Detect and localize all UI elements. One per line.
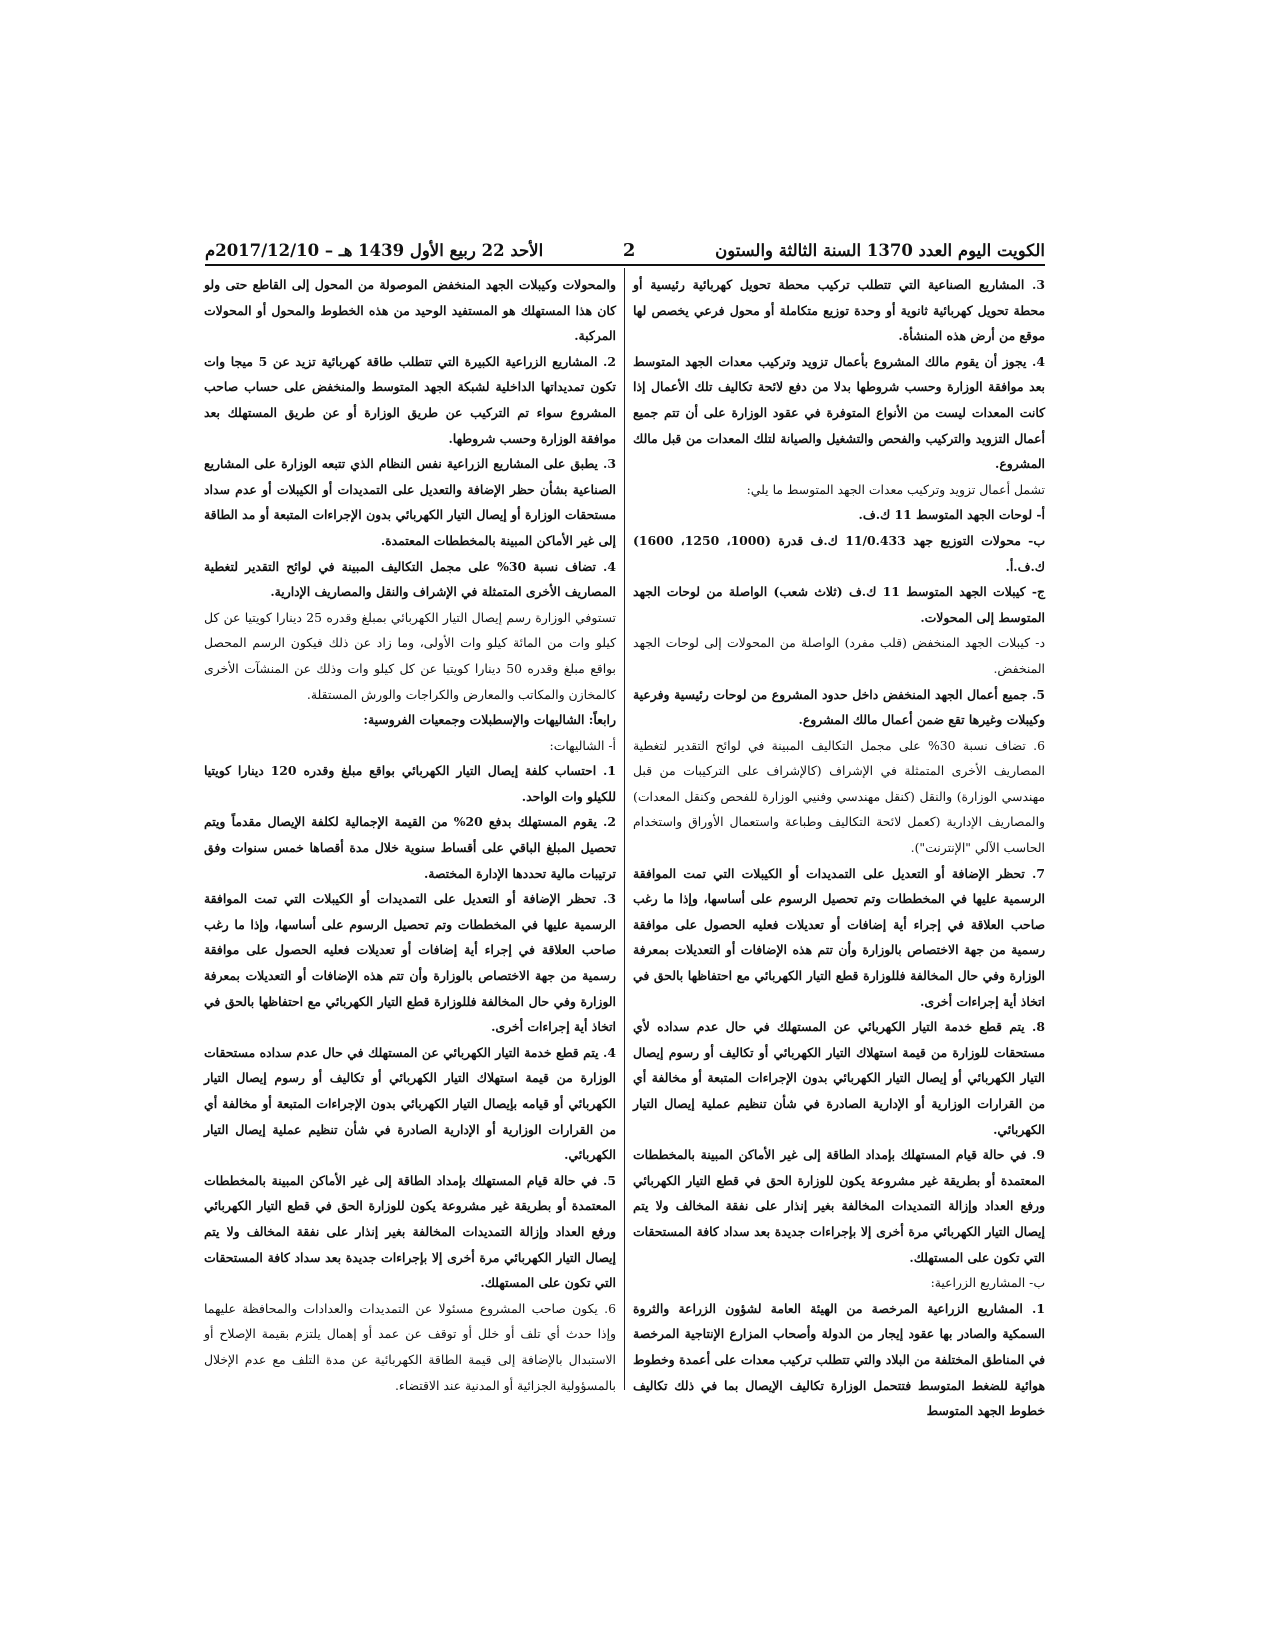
paragraph: 9. في حالة قيام المستهلك بإمداد الطاقة إلى غير الأماكن المبينة بالمخططات المعتمدة أو بطريقة غير مشروعة يكون للوزارة الحق في قطع التيار الكهربائي ورفع العداد وإزالة التمديدات المخالفة بغير إنذار على نفقة المخالف ولا يتم إيصال التيار الكهربائي مرة أخرى إلا بإجراءات جديدة بعد سداد كافة المستحقات التي تكون على المستهلك.	[633, 1147, 1045, 1265]
section-heading: ب- المشاريع الزراعية:	[930, 1275, 1045, 1291]
paragraph: 4. يجوز أن يقوم مالك المشروع بأعمال تزويد وتركيب معدات الجهد المتوسط بعد موافقة الوزارة وحسب شروطها بدلا من دفع لائحة تكاليف تلك الأعمال إذا كانت المعدات ليست من الأنواع المتوفرة في عقود الوزارة على أن تتم جميع أعمال التزويد والتركيب والفحص والتشغيل والصيانة لتلك المعدات من قبل مالك المشروع.	[633, 353, 1045, 472]
subsection-heading: أ- الشاليهات:	[549, 737, 616, 753]
header-issue-info: الكويت اليوم العدد 1370 السنة الثالثة والستون	[715, 240, 1045, 260]
paragraph: 3. يطبق على المشاريع الزراعية نفس النظام الذي تتبعه الوزارة على المشاريع الصناعية بشأن حظر الإضافة والتعديل على التمديدات أو الكيبلات أو عدم سداد مستحقات الوزارة أو إيصال التيار الكهربائي بدون الإجراءات المتبعة أو مد الطاقة إلى غير الأماكن المبينة بالمخططات المعتمدة.	[204, 456, 616, 548]
right-column	[633, 272, 1045, 1424]
paragraph: والمحولات وكيبلات الجهد المنخفض الموصولة من المحول إلى القاطع حتى ولو كان هذا المستهلك هو المستفيد الوحيد من هذه الخطوط والمحول أو المحولات المركبة.	[204, 277, 616, 344]
paragraph: 4. يتم قطع خدمة التيار الكهربائي عن المستهلك في حال عدم سداده مستحقات الوزارة من قيمة استهلاك التيار الكهربائي أو تكاليف أو رسوم إيصال التيار الكهربائي أو قيامه بإيصال التيار الكهربائي بدون الإجراءات المتبعة أو مخالفة أي من القرارات الوزارية أو الإدارية الصادرة في شأن تنظيم عملية إيصال التيار الكهربائي.	[204, 1044, 616, 1163]
paragraph: 1. احتساب كلفة إيصال التيار الكهربائي بواقع مبلغ وقدره 120 دينارا كويتيا للكيلو وات الواحد.	[204, 763, 616, 804]
paragraph: 3. المشاريع الصناعية التي تتطلب تركيب محطة تحويل كهربائية رئيسية أو محطة تحويل كهربائية ثانوية أو وحدة توزيع متكاملة أو محول فرعي يخصص لها موقع من أرض هذه المنشأة.	[633, 277, 1045, 344]
column-divider	[624, 268, 625, 1390]
paragraph: 4. تضاف نسبة 30% على مجمل التكاليف المبينة في لوائح التقدير لتغطية المصاريف الأخرى المتمثلة في الإشراف والنقل والمصاريف الإدارية.	[204, 558, 616, 600]
paragraph: 2. يقوم المستهلك بدفع 20% من القيمة الإجمالية لكلفة الإيصال مقدماً ويتم تحصيل المبلغ الباقي على أقساط سنوية خلال مدة أقصاها خمس سنوات وفق ترتيبات مالية تحددها الإدارة المختصة.	[204, 814, 616, 881]
paragraph: 6. يكون صاحب المشروع مسئولا عن التمديدات والعدادات والمحافظة عليهما وإذا حدث أي تلف أو خلل أو توقف عن عمد أو إهمال يلتزم بقيمة الإصلاح أو الاستبدال بالإضافة إلى قيمة الطاقة الكهربائية عن مدة التلف مع عدم الإخلال بالمسؤولية الجزائية أو المدنية عند الاقتضاء.	[204, 1300, 616, 1393]
list-item: ب- محولات التوزيع جهد 11/0.433 ك.ف قدرة (1000، 1250، 1600) ك.ف.أ.	[633, 532, 1045, 574]
list-item: أ- لوحات الجهد المتوسط 11 ك.ف.	[858, 507, 1045, 523]
page-number: 2	[622, 239, 636, 261]
header-date: الأحد 22 ربيع الأول 1439 هـ – 2017/12/10م	[205, 240, 544, 260]
paragraph: 2. المشاريع الزراعية الكبيرة التي تتطلب طاقة كهربائية تزيد عن 5 ميجا وات تكون تمديداتها الداخلية لشبكة الجهد المتوسط والمنخفض على حساب صاحب المشروع سواء تم التركيب عن طريق الوزارة أو عن طريق المستهلك بعد موافقة الوزارة وحسب شروطها.	[204, 353, 617, 446]
paragraph: 6. تضاف نسبة 30% على مجمل التكاليف المبينة في لوائح التقدير لتغطية المصاريف الأخرى المتمثلة في الإشراف (كالإشراف على التركيبات من قبل مهندسي الوزارة) والنقل (كنقل مهندسي وفنيي الوزارة للفحص وكنقل المعدات) والمصاريف الإدارية (كعمل لائحة التكاليف وطباعة واستعمال الأوراق واستخدام الحاسب الآلي "الإنترنت").	[633, 737, 1046, 856]
list-item: د- كيبلات الجهد المنخفض (قلب مفرد) الواصلة من المحولات إلى لوحات الجهد المنخفض.	[633, 635, 1045, 676]
paragraph: 8. يتم قطع خدمة التيار الكهربائي عن المستهلك في حال عدم سداده لأي مستحقات للوزارة من قيمة استهلاك التيار الكهربائي أو تكاليف أو رسوم إيصال التيار الكهربائي أو إيصال التيار الكهربائي بدون الإجراءات المتبعة أو مخالفة أي من القرارات الوزارية أو الإدارية الصادرة في شأن تنظيم عملية إيصال التيار الكهربائي.	[633, 1019, 1045, 1137]
paragraph: تشمل أعمال تزويد وتركيب معدات الجهد المتوسط ما يلي:	[746, 481, 1045, 497]
paragraph: 7. تحظر الإضافة أو التعديل على التمديدات أو الكيبلات التي تمت الموافقة الرسمية عليها في المخططات وتم تحصيل الرسوم على أساسها، وإذا ما رغب صاحب العلاقة في إجراء أية إضافات أو تعديلات فعليه الحصول على موافقة رسمية من جهة الاختصاص بالوزارة وأن تتم هذه الإضافات أو التعديلات بمعرفة الوزارة وفي حال المخالفة فللوزارة قطع التيار الكهربائي مع احتفاظها بالحق في اتخاذ أية إجراءات أخرى.	[633, 865, 1045, 1009]
header-rule	[205, 264, 1045, 266]
paragraph: 5. جميع أعمال الجهد المنخفض داخل حدود المشروع من لوحات رئيسية وفرعية وكيبلات وغيرها تقع ضمن أعمال مالك المشروع.	[633, 686, 1045, 728]
left-column	[204, 272, 616, 1398]
paragraph: تستوفي الوزارة رسم إيصال التيار الكهربائي بمبلغ وقدره 25 دينارا كويتيا عن كل كيلو وات من المائة كيلو وات الأولى، وما زاد عن ذلك فيكون الرسم المحصل بواقع مبلغ وقدره 50 دينارا كويتيا عن كل كيلو وات وذلك عن المنشآت الأخرى كالمخازن والمكاتب والمعارض والكراجات والورش المستقلة.	[204, 609, 616, 702]
list-item: ج- كيبلات الجهد المتوسط 11 ك.ف (ثلاث شعب) الواصلة من لوحات الجهد المتوسط إلى المحولات.	[633, 584, 1045, 625]
paragraph: 3. تحظر الإضافة أو التعديل على التمديدات أو الكيبلات التي تمت الموافقة الرسمية عليها في المخططات وتم تحصيل الرسوم على أساسها، وإذا ما رغب صاحب العلاقة في إجراء أية إضافات أو تعديلات فعليه الحصول على موافقة رسمية من جهة الاختصاص بالوزارة وأن تتم هذه الإضافات أو التعديلات بمعرفة الوزارة وفي حال المخالفة فللوزارة قطع التيار الكهربائي مع احتفاظها بالحق في اتخاذ أية إجراءات أخرى.	[204, 891, 616, 1035]
paragraph: 5. في حالة قيام المستهلك بإمداد الطاقة إلى غير الأماكن المبينة بالمخططات المعتمدة أو بطريقة غير مشروعة يكون للوزارة الحق في قطع التيار الكهربائي ورفع العداد وإزالة التمديدات المخالفة بغير إنذار على نفقة المخالف ولا يتم إيصال التيار الكهربائي مرة أخرى إلا بإجراءات جديدة بعد سداد كافة المستحقات التي تكون على المستهلك.	[204, 1172, 616, 1291]
paragraph: 1. المشاريع الزراعية المرخصة من الهيئة العامة لشؤون الزراعة والثروة السمكية والصادر بها عقود إيجار من الدولة وأصحاب المزارع الإنتاجية المرخصة في المناطق المختلفة من البلاد والتي تتطلب تركيب معدات على أعمدة وخطوط هوائية للضغط المتوسط فتتحمل الوزارة تكاليف الإيصال بما في ذلك تكاليف خطوط الجهد المتوسط	[633, 1300, 1045, 1419]
page-header	[205, 238, 1045, 262]
section-heading: رابعاً: الشاليهات والإسطبلات وجمعيات الفروسية:	[363, 712, 616, 728]
